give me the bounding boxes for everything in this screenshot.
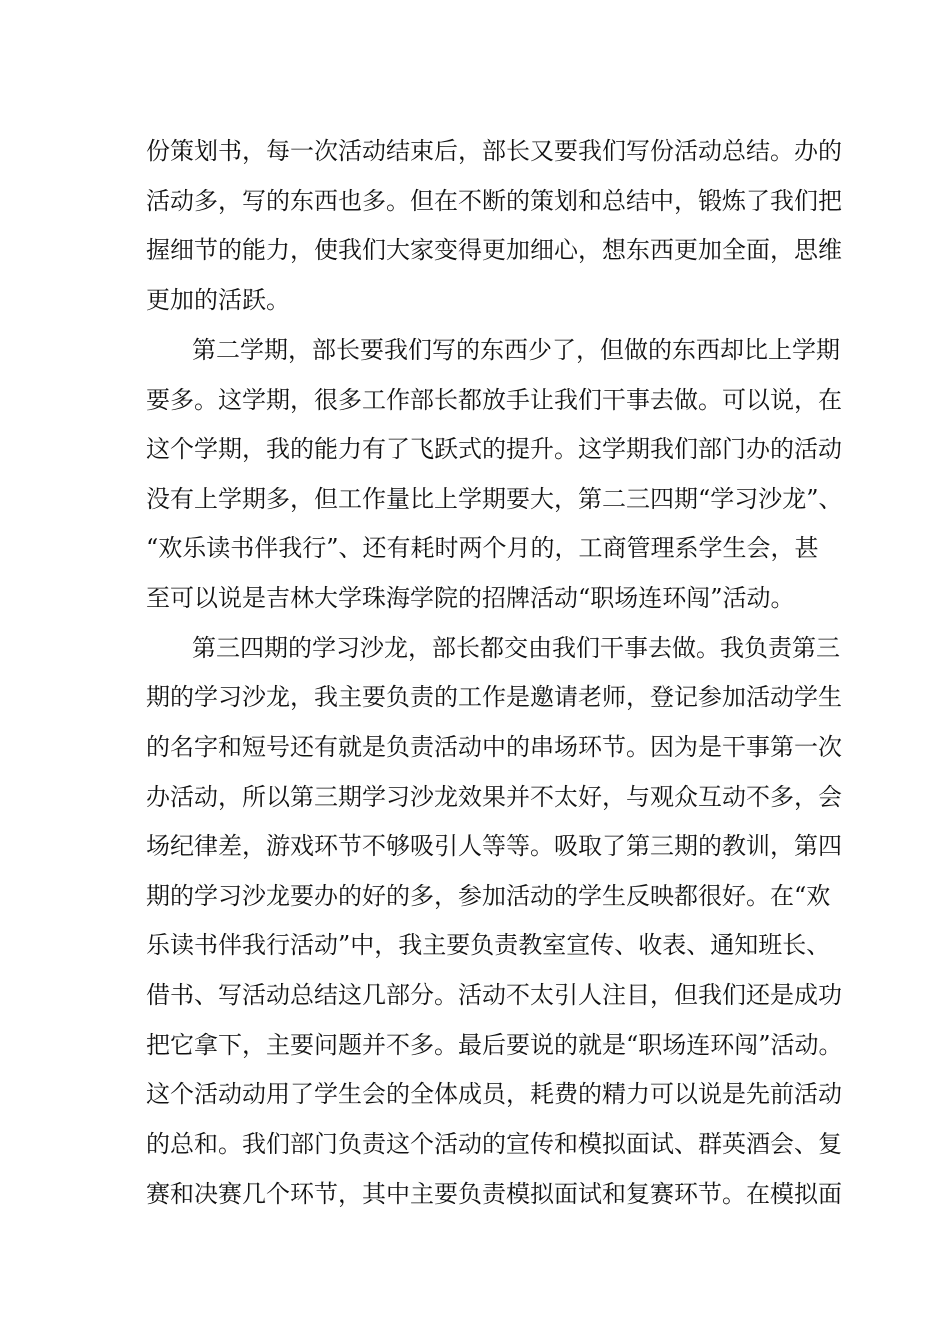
text-line-21: 的总和。我们部门负责这个活动的宣传和模拟面试、群英酒会、复 bbox=[146, 1130, 842, 1158]
text-line-15: 场纪律差，游戏环节不够吸引人等等。吸取了第三期的教训，第四 bbox=[146, 832, 842, 860]
text-line-17: 乐读书伴我行活动”中，我主要负责教室宣传、收表、通知班长、 bbox=[146, 931, 831, 959]
text-line-22: 赛和决赛几个环节，其中主要负责模拟面试和复赛环节。在模拟面 bbox=[146, 1180, 842, 1208]
text-line-12: 期的学习沙龙，我主要负责的工作是邀请老师，登记参加活动学生 bbox=[146, 683, 842, 711]
text-line-1: 份策划书，每一次活动结束后，部长又要我们写份活动总结。办的 bbox=[146, 137, 842, 165]
text-line-8: 没有上学期多，但工作量比上学期要大，第二三四期“学习沙龙”、 bbox=[146, 485, 843, 513]
text-line-18: 借书、写活动总结这几部分。活动不太引人注目，但我们还是成功 bbox=[146, 981, 842, 1009]
text-line-2: 活动多，写的东西也多。但在不断的策划和总结中，锻炼了我们把 bbox=[146, 187, 842, 215]
text-line-5: 第二学期，部长要我们写的东西少了，但做的东西却比上学期 bbox=[192, 336, 840, 364]
text-line-3: 握细节的能力，使我们大家变得更加细心，想东西更加全面，思维 bbox=[146, 236, 842, 264]
text-line-10: 至可以说是吉林大学珠海学院的招牌活动“职场连环闯”活动。 bbox=[146, 584, 795, 612]
text-line-6: 要多。这学期，很多工作部长都放手让我们干事去做。可以说，在 bbox=[146, 386, 842, 414]
text-line-16: 期的学习沙龙要办的好的多，参加活动的学生反映都很好。在“欢 bbox=[146, 882, 831, 910]
text-line-7: 这个学期，我的能力有了飞跃式的提升。这学期我们部门办的活动 bbox=[146, 435, 842, 463]
text-line-9: “欢乐读书伴我行”、还有耗时两个月的，工商管理系学生会，甚 bbox=[146, 534, 819, 562]
text-line-13: 的名字和短号还有就是负责活动中的串场环节。因为是干事第一次 bbox=[146, 733, 842, 761]
text-line-19: 把它拿下，主要问题并不多。最后要说的就是“职场连环闯”活动。 bbox=[146, 1031, 843, 1059]
text-line-14: 办活动，所以第三期学习沙龙效果并不太好，与观众互动不多，会 bbox=[146, 783, 842, 811]
text-line-4: 更加的活跃。 bbox=[146, 286, 290, 314]
text-line-20: 这个活动动用了学生会的全体成员，耗费的精力可以说是先前活动 bbox=[146, 1080, 842, 1108]
text-line-11: 第三四期的学习沙龙，部长都交由我们干事去做。我负责第三 bbox=[192, 634, 840, 662]
